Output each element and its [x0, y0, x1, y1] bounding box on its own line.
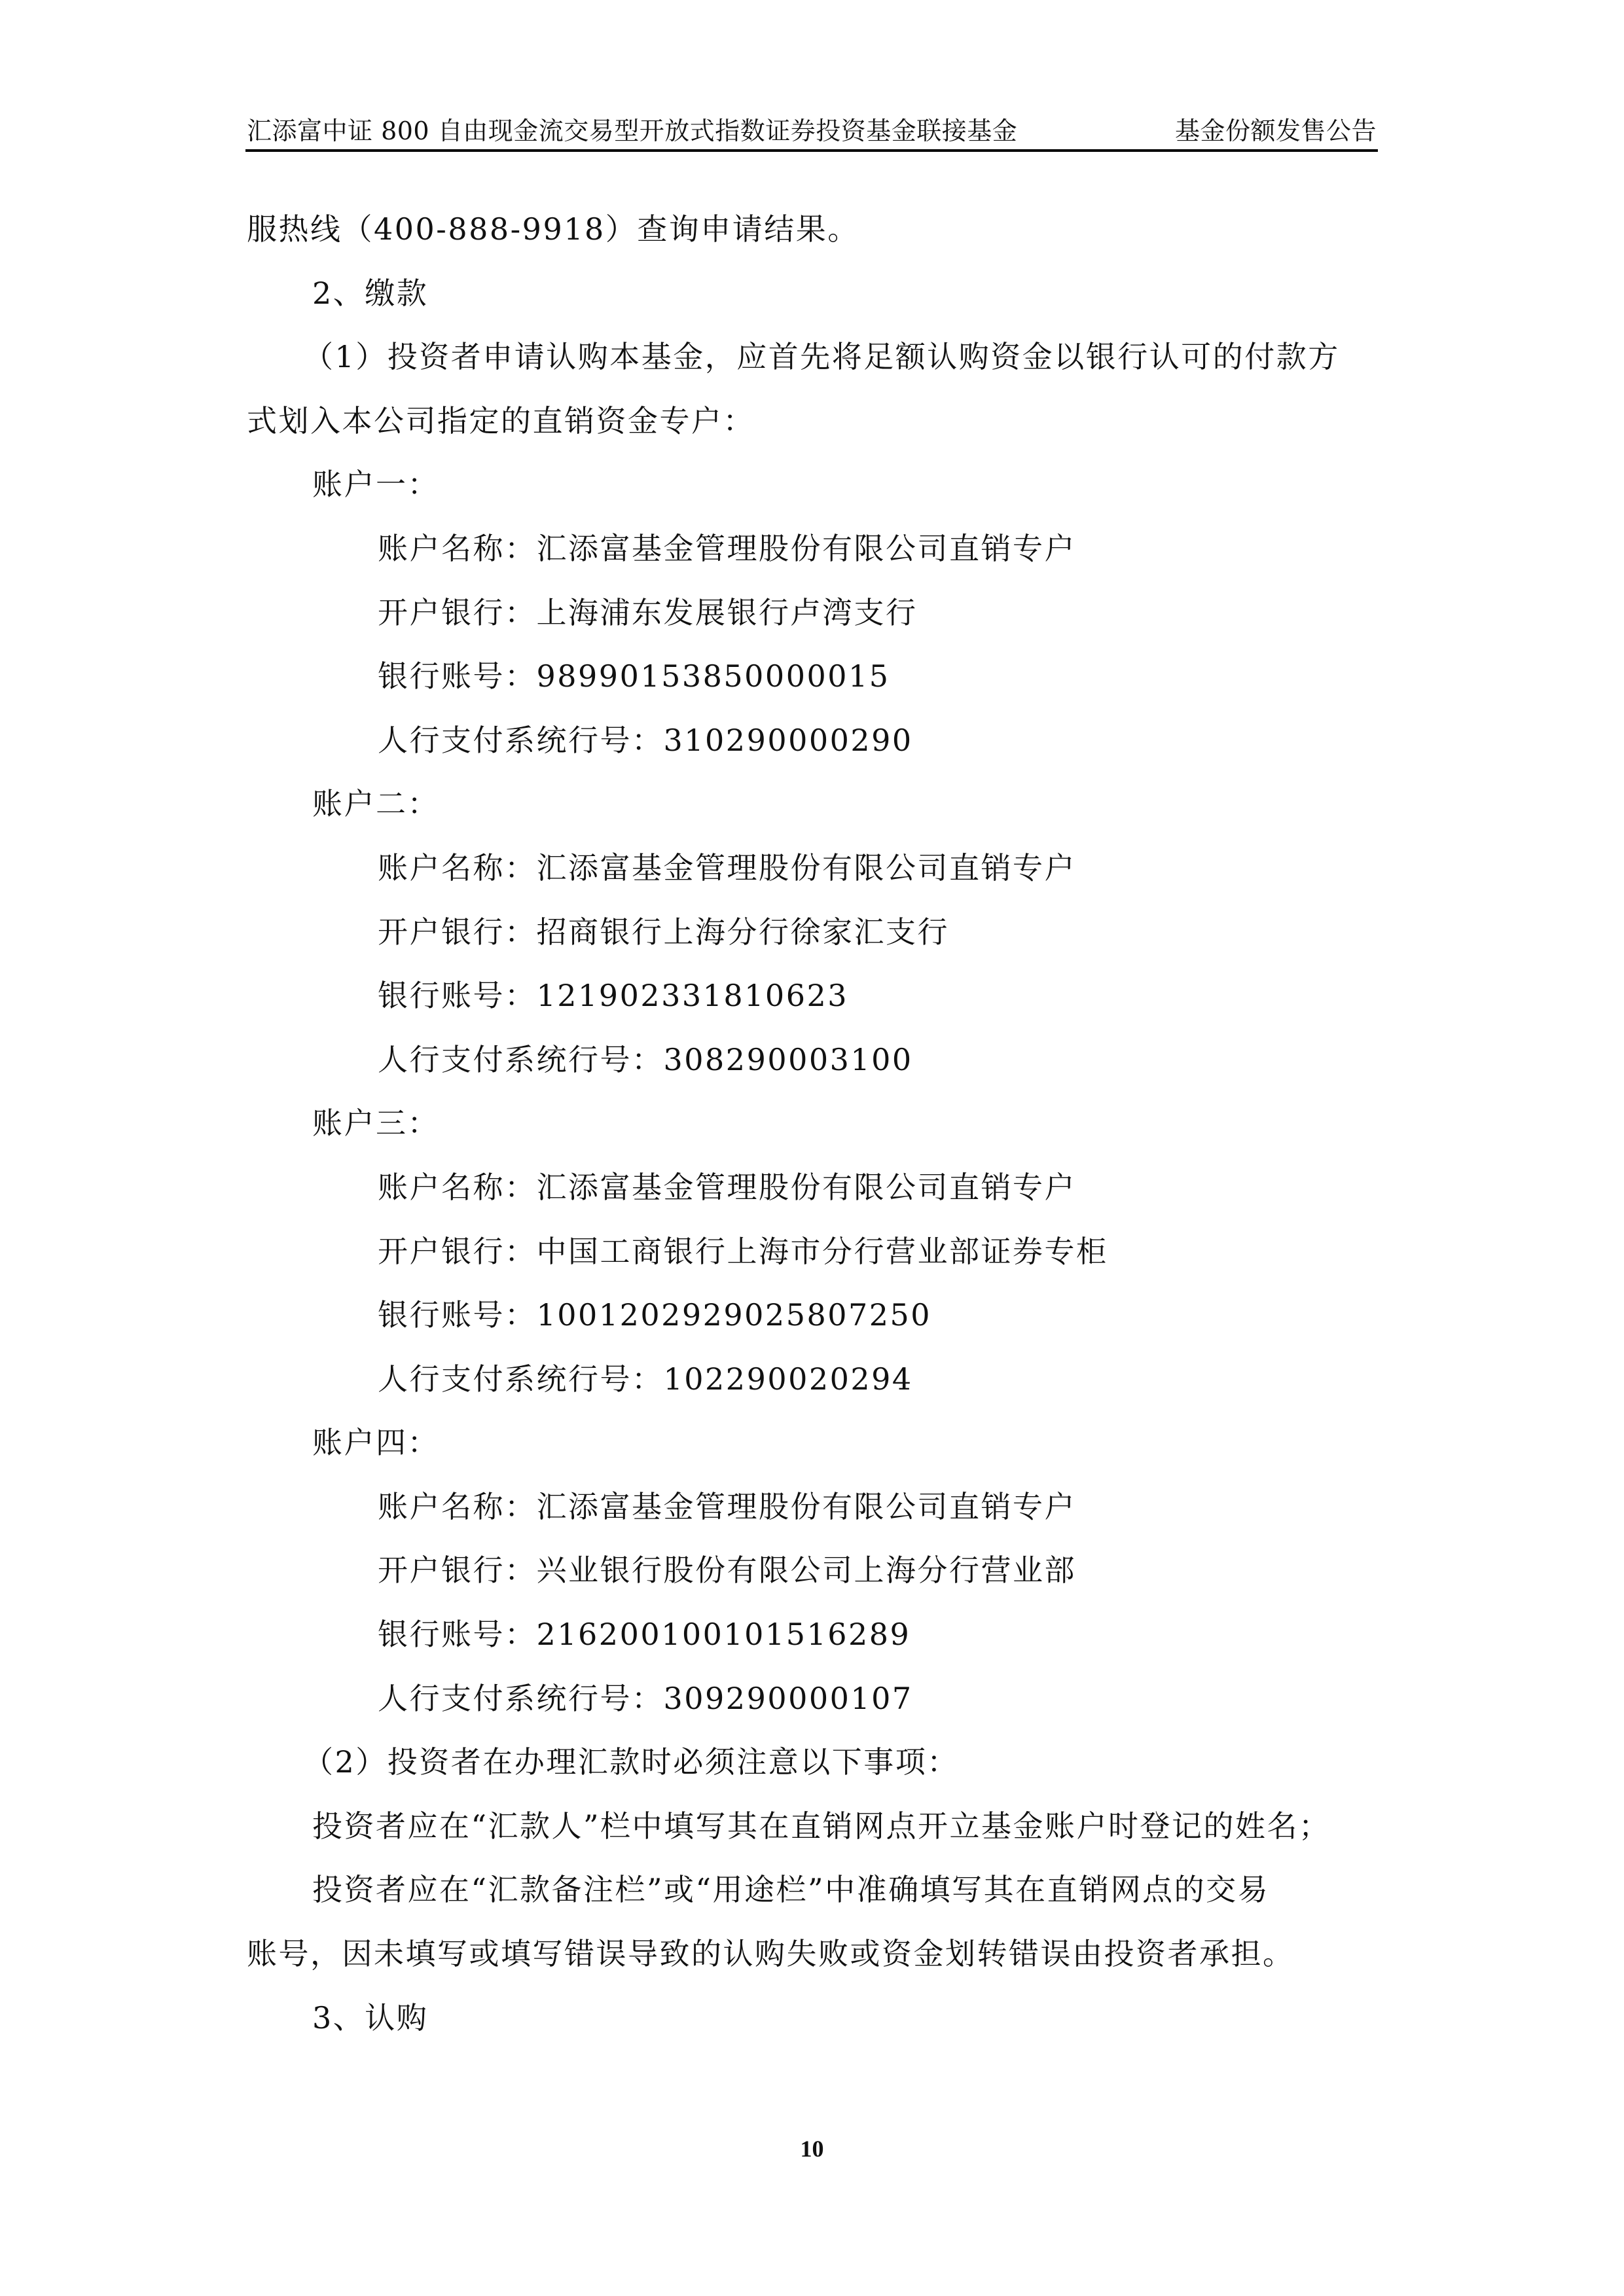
section-heading-payment: 2、缴款	[312, 275, 429, 311]
account-block-4	[247, 1422, 1379, 1741]
account-name: 账户名称：汇添富基金管理股份有限公司直销专户	[378, 1169, 1076, 1205]
account-name: 账户名称：汇添富基金管理股份有限公司直销专户	[378, 1488, 1076, 1524]
page-header	[245, 111, 1378, 152]
account-name: 账户名称：汇添富基金管理股份有限公司直销专户	[378, 530, 1076, 566]
page-number: 10	[800, 2136, 824, 2162]
account-pboc-number: 人行支付系统行号：309290000107	[378, 1680, 913, 1716]
continuation-text: 服热线（400-888-9918）查询申请结果。	[247, 211, 859, 247]
account-heading: 账户三：	[312, 1105, 439, 1141]
account-pboc-number: 人行支付系统行号：102290020294	[378, 1361, 913, 1397]
paragraph-item2-point2-line1: 投资者应在“汇款备注栏”或“用途栏”中准确填写其在直销网点的交易	[312, 1872, 1270, 1908]
account-heading: 账户二：	[312, 786, 439, 822]
account-number: 银行账号：121902331810623	[378, 978, 848, 1014]
section-heading-subscription: 3、认购	[312, 2000, 429, 2036]
paragraph-item1-line1: （1）投资者申请认购本基金，应首先将足额认购资金以银行认可的付款方	[303, 339, 1340, 375]
account-heading: 账户一：	[312, 467, 439, 503]
account-number: 银行账号：98990153850000015	[378, 658, 890, 694]
account-block-1	[247, 463, 1379, 783]
document-type: 基金份额发售公告	[1174, 117, 1377, 145]
account-number: 银行账号：1001202929025807250	[378, 1297, 932, 1333]
account-pboc-number: 人行支付系统行号：310290000290	[378, 722, 913, 758]
document-title: 汇添富中证 800 自由现金流交易型开放式指数证券投资基金联接基金	[247, 117, 1018, 145]
header-divider	[245, 149, 1378, 152]
account-bank: 开户银行：招商银行上海分行徐家汇支行	[378, 914, 949, 950]
account-pboc-number: 人行支付系统行号：308290003100	[378, 1041, 913, 1077]
account-number: 银行账号：216200100101516289	[378, 1617, 911, 1653]
account-block-2	[247, 783, 1379, 1102]
account-heading: 账户四：	[312, 1425, 439, 1461]
account-bank: 开户银行：中国工商银行上海市分行营业部证券专柜	[378, 1233, 1108, 1269]
paragraph-item2-point1: 投资者应在“汇款人”栏中填写其在直销网点开立基金账户时登记的姓名；	[312, 1808, 1331, 1844]
account-bank: 开户银行：上海浦东发展银行卢湾支行	[378, 594, 918, 630]
paragraph-item2-title: （2）投资者在办理汇款时必须注意以下事项：	[303, 1744, 959, 1780]
account-block-3	[247, 1102, 1379, 1422]
account-name: 账户名称：汇添富基金管理股份有限公司直销专户	[378, 850, 1076, 886]
paragraph-item2-point2-line2: 账号，因未填写或填写错误导致的认购失败或资金划转错误由投资者承担。	[247, 1936, 1295, 1972]
paragraph-item1-line2: 式划入本公司指定的直销资金专户：	[247, 403, 755, 439]
account-bank: 开户银行：兴业银行股份有限公司上海分行营业部	[378, 1552, 1076, 1588]
document-body	[247, 208, 1379, 2060]
